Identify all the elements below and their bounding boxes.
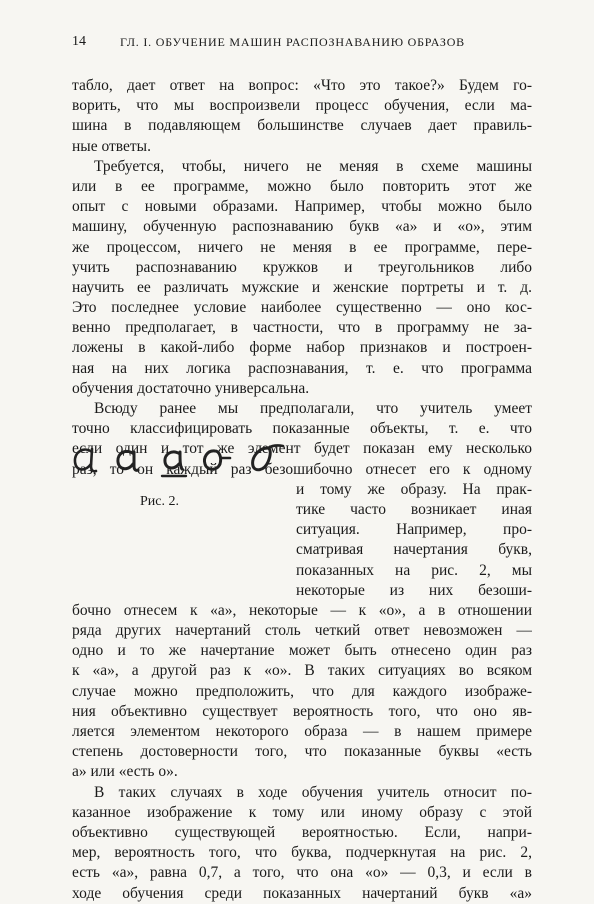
- letter-underlined: [162, 452, 186, 476]
- handwritten-letters-drawing: [72, 436, 294, 492]
- text-line: ходе обучения среди показанных начертаний букв «а»: [72, 884, 532, 902]
- text-line: ная на них логика распознавания, т. е. что программа: [72, 359, 532, 377]
- figure-caption: Рис. 2.: [140, 494, 179, 509]
- figure-handwritten-letters: [72, 436, 294, 510]
- text-line: показанных на рис. 2, мы: [296, 561, 532, 579]
- text-line: если один и тот же элемент будет показан ему несколько: [72, 440, 532, 458]
- text-line: сматривая начертания букв,: [296, 541, 532, 559]
- running-title: ГЛ. I. ОБУЧЕНИЕ МАШИН РАСПОЗНАВАНИЮ ОБРАЗОВ: [120, 35, 465, 49]
- text-line: казанное изображение к тому или иному образу с этой: [72, 803, 532, 821]
- text-line: же процессом, ничего не меняя в ее программе, пере-: [72, 238, 532, 256]
- text-line: степень достоверности того, что показанные буквы «есть: [72, 743, 532, 761]
- text-line: ния объективно существует вероятность того, что оно яв-: [72, 702, 532, 720]
- text-line: шина в подавляющем большинстве случаев дает правиль-: [72, 117, 532, 135]
- text-line: или в ее программе, можно было повторить этот же: [72, 177, 532, 195]
- text-line: точно классифицировать показанные объекты, т. е. что: [72, 420, 532, 438]
- text-line: учить распознаванию кружков и треугольников либо: [72, 258, 532, 276]
- letter-a-2: [118, 451, 138, 470]
- text-line: а» или «есть о».: [72, 763, 178, 781]
- text-line: ложены в какой-либо форме набор признаков и построен-: [72, 339, 532, 357]
- letter-o-2: [253, 445, 283, 469]
- text-line: некоторые из них безоши-: [296, 581, 532, 599]
- letter-a-1: [75, 449, 96, 471]
- text-line: табло, дает ответ на вопрос: «Что это такое?» Будем го-: [72, 77, 532, 94]
- text-line: тике часто возникает иная: [296, 500, 532, 518]
- text-line: опыт с новыми образами. Например, чтобы можно было: [72, 198, 532, 216]
- text-line: ные ответы.: [72, 137, 151, 155]
- text-line: есть «а», равна 0,7, а того, что она «о» — 0,3, и если в: [72, 864, 532, 882]
- text-line: венно предполагает, в частности, что в программу не за-: [72, 319, 532, 337]
- text-line: бочно отнесем к «а», некоторые — к «о», а в отношении: [72, 601, 532, 619]
- text-line: объективно существующей вероятностью. Если, напри-: [72, 823, 532, 841]
- text-line: Требуется, чтобы, ничего не меняя в схеме машины: [94, 157, 532, 175]
- text-line: обучения достаточно универсальна.: [72, 379, 310, 397]
- text-line: научить ее различать мужские и женские портреты и т. д.: [72, 278, 532, 296]
- text-line: одно и то же начертание может быть отнесено один раз: [72, 642, 532, 660]
- text-line: ситуация. Например, про-: [296, 521, 532, 539]
- text-line: В таких случаях в ходе обучения учитель относит по-: [94, 783, 532, 801]
- page-number: 14: [72, 34, 86, 49]
- letter-o-1: [204, 451, 230, 469]
- text-line: и тому же образу. На прак-: [296, 480, 532, 498]
- text-line: к «а», а другой раз к «о». В таких ситуациях во всяком: [72, 662, 532, 680]
- text-line: мер, вероятность того, что буква, подчеркнутая на рис. 2,: [72, 844, 532, 862]
- text-line: ворить, что мы воспроизвели процесс обучения, если ма-: [72, 97, 532, 115]
- text-line: раз, то он каждый раз безошибочно отнесет его к одному: [72, 460, 532, 478]
- text-line: случае можно предположить, что для каждого изображе-: [72, 682, 532, 700]
- text-line: Это последнее условие наиболее существенно — оно кос-: [72, 299, 532, 317]
- text-line: машину, обученную распознаванию букв «а» и «о», этим: [72, 218, 532, 236]
- text-line: ряда других начертаний столь четкий ответ невозможен —: [72, 622, 532, 640]
- page-header: [72, 34, 534, 54]
- text-line: ляется элементом некоторого образа — в нашем примере: [72, 723, 532, 740]
- text-line: Всюду ранее мы предполагали, что учитель умеет: [94, 400, 532, 417]
